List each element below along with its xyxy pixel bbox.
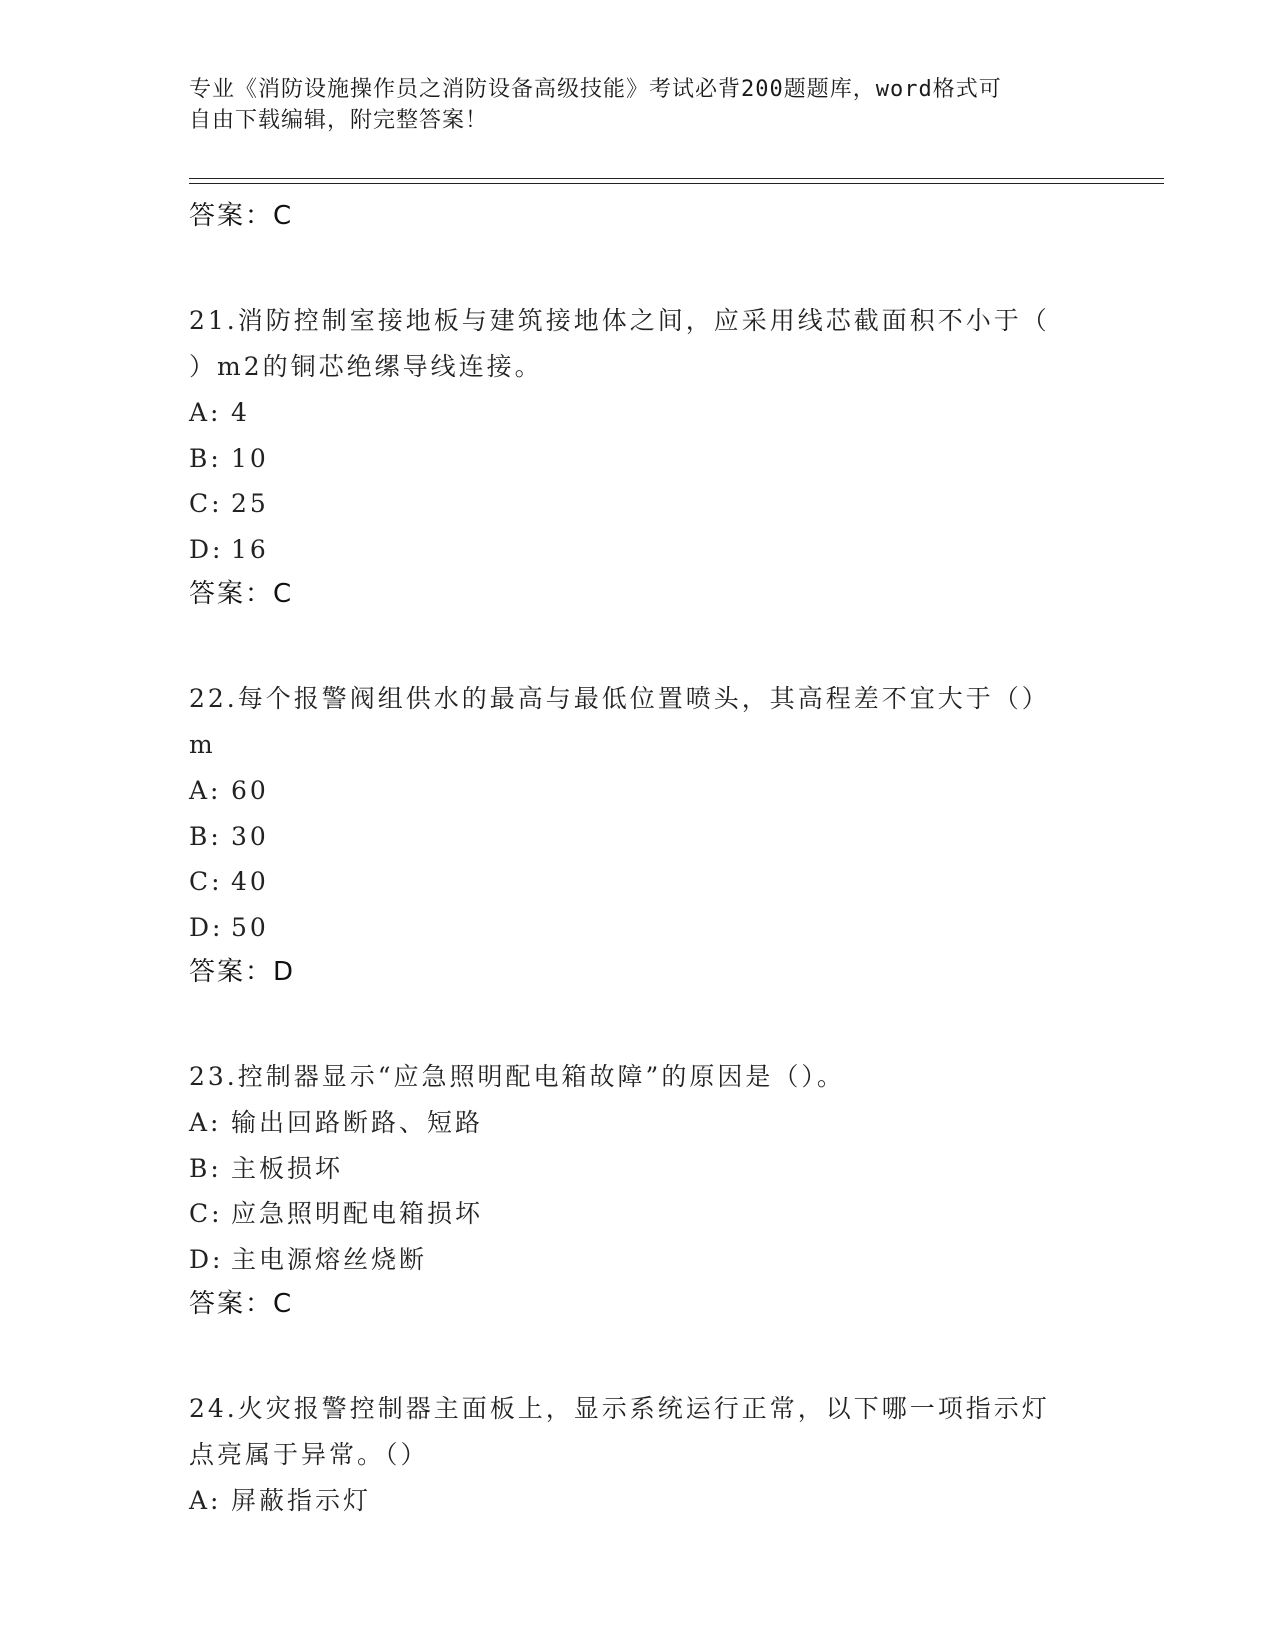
header-rule-bottom (189, 183, 1164, 184)
question-text (189, 676, 1089, 768)
option-text: 25 (231, 489, 269, 518)
question-block (189, 1386, 1089, 1524)
option-b (189, 814, 1089, 860)
option-text: 16 (231, 534, 269, 564)
header-rule-top (189, 178, 1164, 179)
question-line: 24.火灾报警控制器主面板上，显示系统运行正常，以下哪一项指示灯 (189, 1394, 1050, 1423)
question-line: 22.每个报警阀组供水的最高与最低位置喷头，其高程差不宜大于（） (189, 684, 1050, 713)
question-text (189, 298, 1089, 390)
question-line: m (189, 730, 216, 759)
option-letter: D: (189, 534, 224, 564)
option-a (189, 768, 1089, 814)
answer-line: 答案：C (189, 579, 294, 609)
option-letter: B: (189, 443, 222, 473)
option-text: 40 (231, 867, 269, 896)
option-d (189, 1237, 1089, 1283)
header-line-2: 自由下载编辑，附完整答案！ (189, 108, 489, 133)
option-letter: C: (189, 489, 223, 518)
question-block (189, 1054, 1089, 1326)
option-c (189, 1191, 1089, 1237)
question-line: ）m2的铜芯绝缧导线连接。 (189, 352, 543, 381)
header-line-1: 专业《消防设施操作员之消防设备高级技能》考试必背200题题库，word格式可 (189, 77, 1002, 102)
option-text: 10 (231, 443, 269, 473)
option-text: 50 (231, 912, 269, 942)
option-letter: B: (189, 821, 222, 851)
option-text: 30 (231, 821, 269, 851)
question-line: 23.控制器显示“应急照明配电箱故障”的原因是（）。 (189, 1062, 845, 1091)
option-letter: A: (189, 1486, 222, 1515)
option-letter: A: (189, 776, 222, 805)
option-text: 60 (231, 776, 269, 805)
option-a (189, 1100, 1089, 1146)
option-letter: D: (189, 912, 224, 942)
option-d (189, 905, 1089, 951)
option-text: 主电源熔丝烧断 (231, 1244, 428, 1274)
question-line: 点亮属于异常。（） (189, 1440, 429, 1469)
answer-line: 答案：D (189, 957, 296, 987)
option-b (189, 1146, 1089, 1192)
option-text: 屏蔽指示灯 (231, 1486, 372, 1515)
option-a (189, 390, 1089, 436)
option-c (189, 481, 1089, 527)
option-text: 4 (231, 398, 250, 427)
question-text (189, 1386, 1089, 1478)
option-c (189, 859, 1089, 905)
option-letter: D: (189, 1244, 224, 1274)
option-a (189, 1478, 1089, 1524)
question-list (189, 194, 1089, 1524)
option-text: 应急照明配电箱损坏 (231, 1199, 484, 1228)
question-block (189, 298, 1089, 616)
option-text: 主板损坏 (231, 1153, 344, 1183)
option-letter: C: (189, 1199, 223, 1228)
option-letter: A: (189, 1108, 222, 1137)
answer-line: 答案：C (189, 201, 294, 231)
question-line: 21.消防控制室接地板与建筑接地体之间，应采用线芯截面积不小于（ (189, 306, 1050, 335)
answer-line: 答案：C (189, 1289, 294, 1319)
option-letter: B: (189, 1153, 222, 1183)
option-d (189, 527, 1089, 573)
question-block (189, 676, 1089, 994)
option-b (189, 436, 1089, 482)
page-header (189, 74, 1089, 136)
option-letter: A: (189, 398, 222, 427)
question-text (189, 1054, 1089, 1100)
option-letter: C: (189, 867, 223, 896)
option-text: 输出回路断路、短路 (231, 1108, 484, 1137)
